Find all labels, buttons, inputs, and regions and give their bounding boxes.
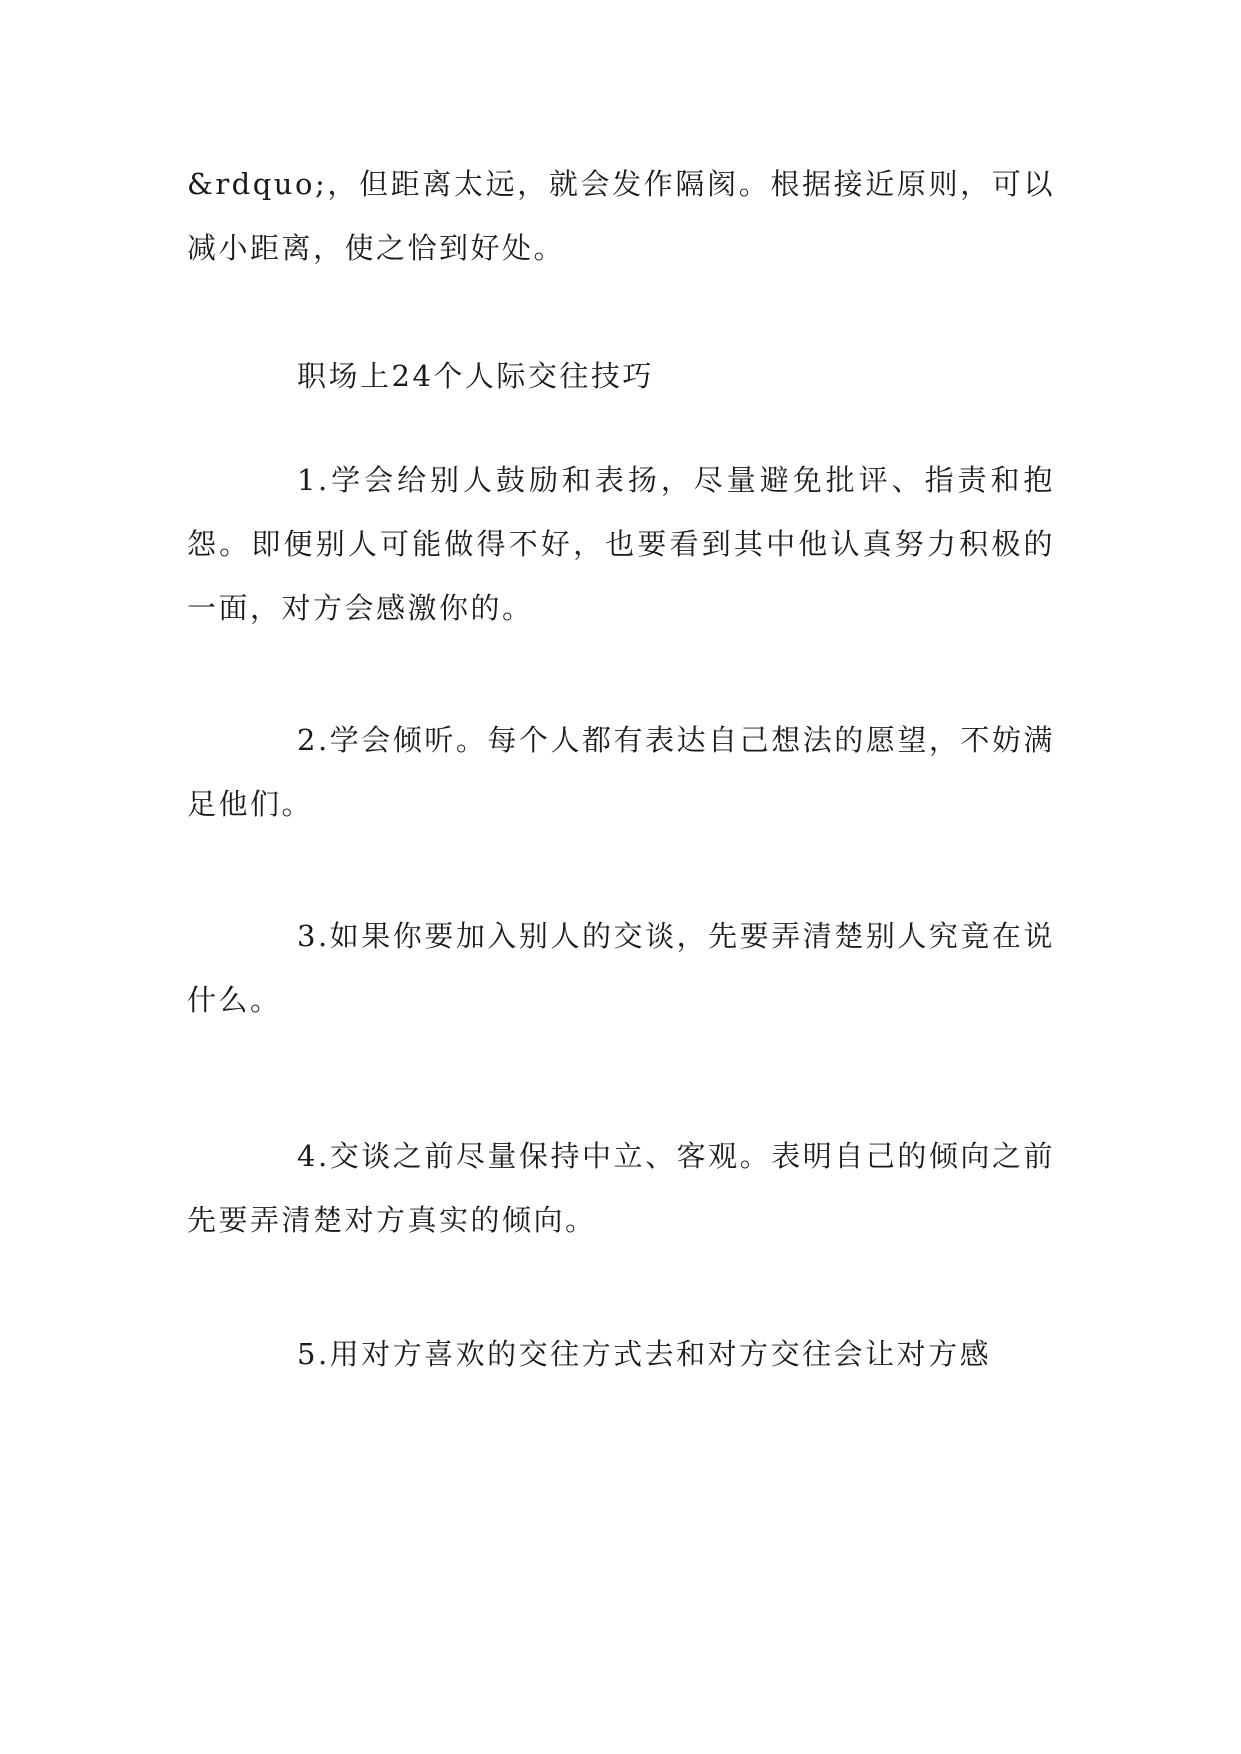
paragraph-tip-5: 5.用对方喜欢的交往方式去和对方交往会让对方感 bbox=[297, 1337, 992, 1371]
paragraph-tip-1: 1.学会给别人鼓励和表扬，尽量避免批评、指责和抱怨。即便别人可能做得不好，也要看到其中他认真努力积极的一面，对方会感激你的。 bbox=[187, 463, 1055, 625]
section-heading: 职场上24个人际交往技巧 bbox=[297, 359, 654, 393]
paragraph-tip-2: 2.学会倾听。每个人都有表达自己想法的愿望，不妨满足他们。 bbox=[187, 723, 1055, 821]
paragraph-tip-3: 3.如果你要加入别人的交谈，先要弄清楚别人究竟在说什么。 bbox=[187, 919, 1055, 1017]
paragraph-tip-4: 4.交谈之前尽量保持中立、客观。表明自己的倾向之前先要弄清楚对方真实的倾向。 bbox=[187, 1139, 1055, 1237]
paragraph-continuation: &rdquo;，但距离太远，就会发作隔阂。根据接近原则，可以减小距离，使之恰到好处。 bbox=[187, 167, 1055, 265]
